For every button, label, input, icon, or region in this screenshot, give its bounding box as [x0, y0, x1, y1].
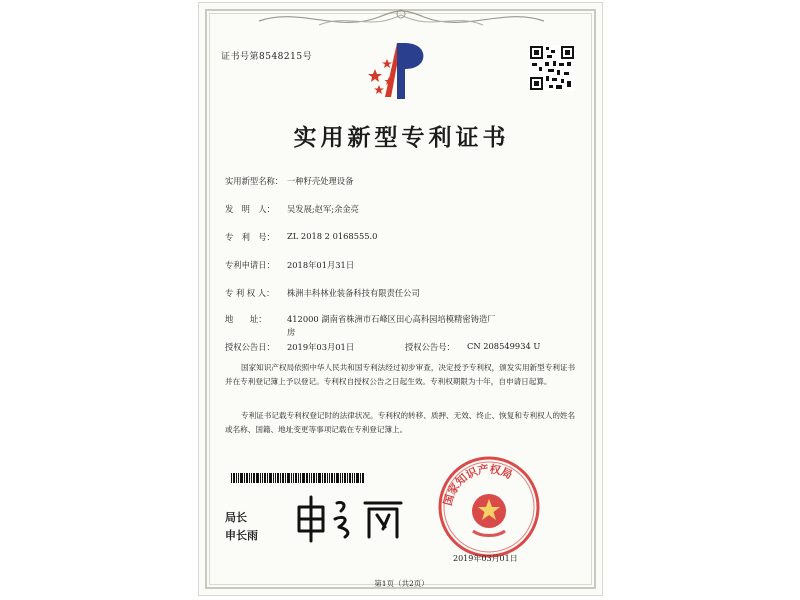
filing-date-row — [225, 259, 354, 271]
director-signature-icon — [289, 493, 409, 543]
legal-paragraph-2: 专利证书记载专利权登记时的法律状况。专利权的转移、质押、无效、终止、恢复和专利权人的姓名或名称、国籍、地址变更等事项记载在专利登记簿上。 — [225, 411, 576, 434]
grant-row — [225, 341, 540, 353]
address-value: 412000 湖南省株洲市石峰区田心高科园培模精密铸造厂房 — [287, 314, 496, 337]
address-row — [225, 313, 497, 339]
legal-paragraph-1: 国家知识产权局依照中华人民共和国专利法经过初步审查，决定授予专利权，颁发实用新型专利证书并在专利登记簿上予以登记。专利权自授权公告之日起生效。专利权期限为十年，自申请日起算。 — [225, 363, 576, 386]
inventor-row — [225, 203, 359, 215]
patent-office-logo-icon — [367, 39, 431, 103]
director-name: 申长雨 — [225, 529, 258, 542]
certificate-number: 证书号第8548215号 — [221, 52, 313, 62]
model-name-value: 一种籽壳处理设备 — [287, 176, 354, 186]
certificate-sheet — [198, 2, 603, 596]
grant-number-label: 授权公告号： — [405, 342, 455, 352]
owner-row — [225, 287, 420, 299]
director-title: 局长 — [225, 511, 247, 524]
page-footer: 第1页（共2页） — [374, 579, 429, 588]
filing-date-label: 专利申请日： — [225, 260, 275, 270]
patent-number-label: 专 利 号： — [225, 232, 275, 242]
grant-date-label: 授权公告日： — [225, 342, 275, 352]
official-seal-icon — [437, 455, 541, 559]
filing-date-value: 2018年01月31日 — [287, 260, 355, 270]
grant-date-value: 2019年03月01日 — [287, 342, 355, 352]
inventor-label: 发 明 人： — [225, 204, 275, 214]
inventor-value: 吴发展;赵军;余金亮 — [287, 204, 359, 214]
address-label: 地 址： — [225, 314, 267, 324]
patent-number-row — [225, 231, 377, 243]
patent-number-value: ZL 2018 2 0168555.0 — [287, 231, 378, 241]
seal-text: 国家知识产权局 — [441, 462, 515, 507]
owner-value: 株洲丰科林业装备科技有限责任公司 — [287, 288, 420, 298]
model-name-label: 实用新型名称： — [225, 176, 284, 186]
certificate-title: 实用新型专利证书 — [293, 124, 510, 151]
qr-code-icon — [529, 45, 575, 91]
seal-date: 2019年03月01日 — [453, 554, 518, 563]
model-name-row — [225, 175, 353, 187]
owner-label: 专 利 权 人： — [225, 288, 275, 298]
top-ornament — [199, 3, 603, 37]
barcode-icon — [231, 473, 421, 483]
grant-number-value: CN 208549934 U — [467, 341, 541, 351]
